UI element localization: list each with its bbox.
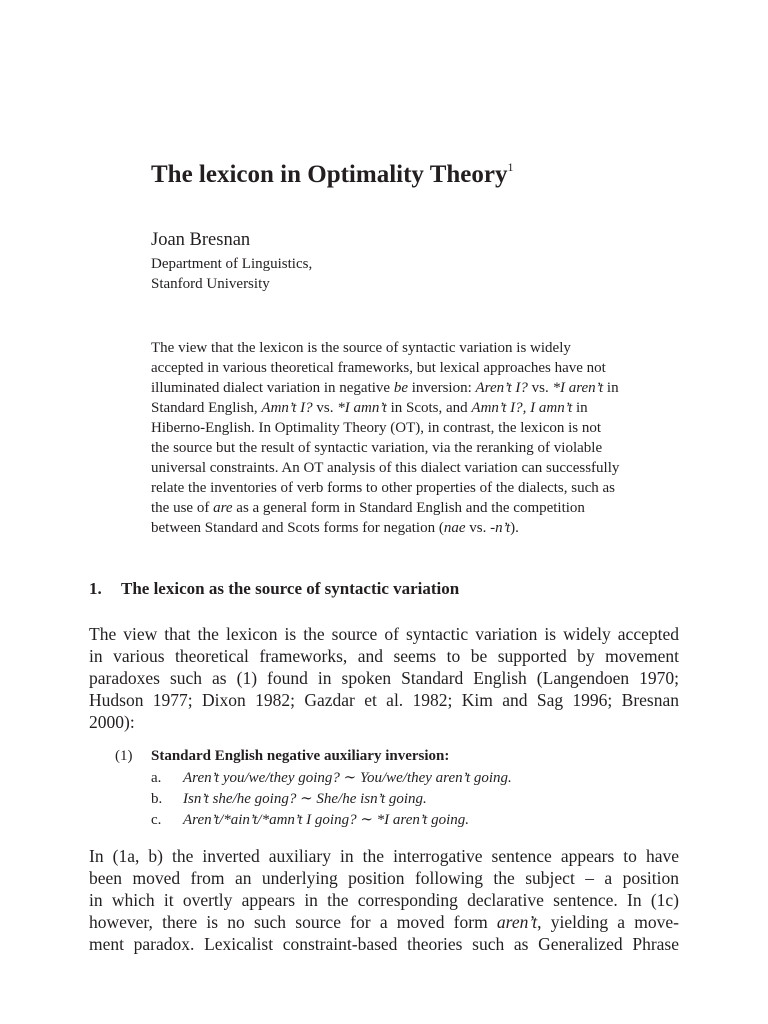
text-run: relate the inventories of verb forms to other properties of the dialects, such as	[151, 480, 616, 496]
paragraph-line	[89, 623, 679, 645]
text-run: universal constraints. An OT analysis of this dialect variation can successfully	[151, 460, 620, 476]
body-paragraph	[89, 845, 679, 955]
italic-text: Aren’t I?	[475, 380, 528, 396]
text-run: accepted in various theoretical frameworks, but lexical approaches have not	[151, 360, 606, 376]
example-item-letter: b.	[151, 791, 163, 807]
paragraph-line	[89, 911, 679, 933]
paper-title	[151, 150, 514, 192]
example-item	[89, 768, 679, 789]
example-item-text: Aren’t you/we/they going? ∼ You/we/they aren’t going.	[183, 770, 512, 786]
text-run: 2000):	[89, 712, 135, 732]
text-run: vs. -	[465, 520, 496, 536]
italic-text: nae	[443, 520, 466, 536]
italic-text: aren’t	[496, 912, 538, 932]
paragraph-line	[89, 867, 679, 889]
text-run: the use of	[151, 500, 214, 516]
example-item	[89, 789, 679, 810]
text-run: in	[572, 400, 588, 416]
italic-text: Amn’t I?, I amn’t	[471, 400, 573, 416]
author-affiliation	[151, 254, 312, 294]
text-run: been moved from an underlying position following the subject – a position	[89, 868, 679, 888]
paper-title-text: The lexicon in Optimality Theory	[151, 161, 508, 188]
text-run: paradoxes such as (1) found in spoken Standard English (Langendoen 1970;	[89, 668, 679, 688]
paragraph-line	[89, 933, 679, 955]
text-run: The view that the lexicon is the source of syntactic variation is widely accepted	[89, 624, 679, 644]
text-run: Hiberno-English. In Optimality Theory (OT), in contrast, the lexicon is not	[151, 420, 602, 436]
affiliation-line: Stanford University	[151, 276, 270, 292]
paragraph-line	[89, 645, 679, 667]
body-paragraph	[89, 623, 679, 733]
paragraph-line	[89, 845, 679, 867]
section-number: 1.	[89, 579, 102, 598]
abstract-line	[151, 438, 677, 458]
example-block	[89, 746, 679, 831]
abstract-line	[151, 458, 677, 478]
italic-text: *I amn’t	[337, 400, 387, 416]
paragraph-line	[89, 667, 679, 689]
text-run: the source but the result of syntactic variation, via the reranking of violable	[151, 440, 603, 456]
abstract-line	[151, 358, 677, 378]
abstract-line	[151, 338, 677, 358]
text-run: in	[603, 380, 619, 396]
text-run: ).	[510, 520, 519, 536]
text-run: Hudson 1977; Dixon 1982; Gazdar et al. 1982; Kim and Sag 1996; Bresnan	[89, 690, 679, 710]
text-run: in Scots, and	[386, 400, 472, 416]
paragraph-line	[89, 711, 679, 733]
text-run: , yielding a move-	[537, 912, 679, 932]
abstract-line	[151, 378, 677, 398]
italic-text: *I aren’t	[552, 380, 604, 396]
italic-text: are	[213, 500, 233, 516]
italic-text: n’t	[495, 520, 511, 536]
text-run: however, there is no such source for a moved form	[89, 912, 497, 932]
text-run: ment paradox. Lexicalist constraint-based theories such as Generalized Phrase	[89, 934, 679, 954]
example-heading	[89, 746, 679, 768]
example-title: Standard English negative auxiliary inversion:	[151, 748, 450, 764]
example-item-letter: a.	[151, 770, 162, 786]
text-run: as a general form in Standard English and the competition	[232, 500, 585, 516]
text-run: in which it overtly appears in the corresponding declarative sentence. In (1c)	[89, 890, 679, 910]
text-run: inversion:	[408, 380, 476, 396]
italic-text: Amn’t I?	[261, 400, 313, 416]
text-run: between Standard and Scots forms for negation (	[151, 520, 444, 536]
abstract	[151, 338, 677, 538]
example-item-text: Isn’t she/he going? ∼ She/he isn’t going.	[183, 791, 427, 807]
paragraph-line	[89, 889, 679, 911]
section-heading	[89, 577, 459, 601]
example-item	[89, 810, 679, 831]
text-run: Standard English,	[151, 400, 262, 416]
text-run: vs.	[312, 400, 338, 416]
text-run: The view that the lexicon is the source of syntactic variation is widely	[151, 340, 571, 356]
italic-text: be	[393, 380, 409, 396]
section-title: The lexicon as the source of syntactic variation	[121, 579, 460, 598]
author-name: Joan Bresnan	[151, 230, 251, 250]
affiliation-line: Department of Linguistics,	[151, 256, 313, 272]
text-run: In (1a, b) the inverted auxiliary in the interrogative sentence appears to have	[89, 846, 679, 866]
abstract-line	[151, 498, 677, 518]
text-run: in various theoretical frameworks, and seems to be supported by movement	[89, 646, 679, 666]
text-run: illuminated dialect variation in negative	[151, 380, 394, 396]
abstract-line	[151, 418, 677, 438]
paragraph-line	[89, 689, 679, 711]
text-run: vs.	[527, 380, 553, 396]
abstract-line	[151, 478, 677, 498]
abstract-line	[151, 398, 677, 418]
example-item-text: Aren’t/*ain’t/*amn’t I going? ∼ *I aren’t going.	[183, 812, 470, 828]
example-item-letter: c.	[151, 812, 162, 828]
abstract-line	[151, 518, 677, 538]
title-footnote-marker[interactable]: 1	[507, 160, 514, 174]
example-number: (1)	[115, 748, 133, 764]
